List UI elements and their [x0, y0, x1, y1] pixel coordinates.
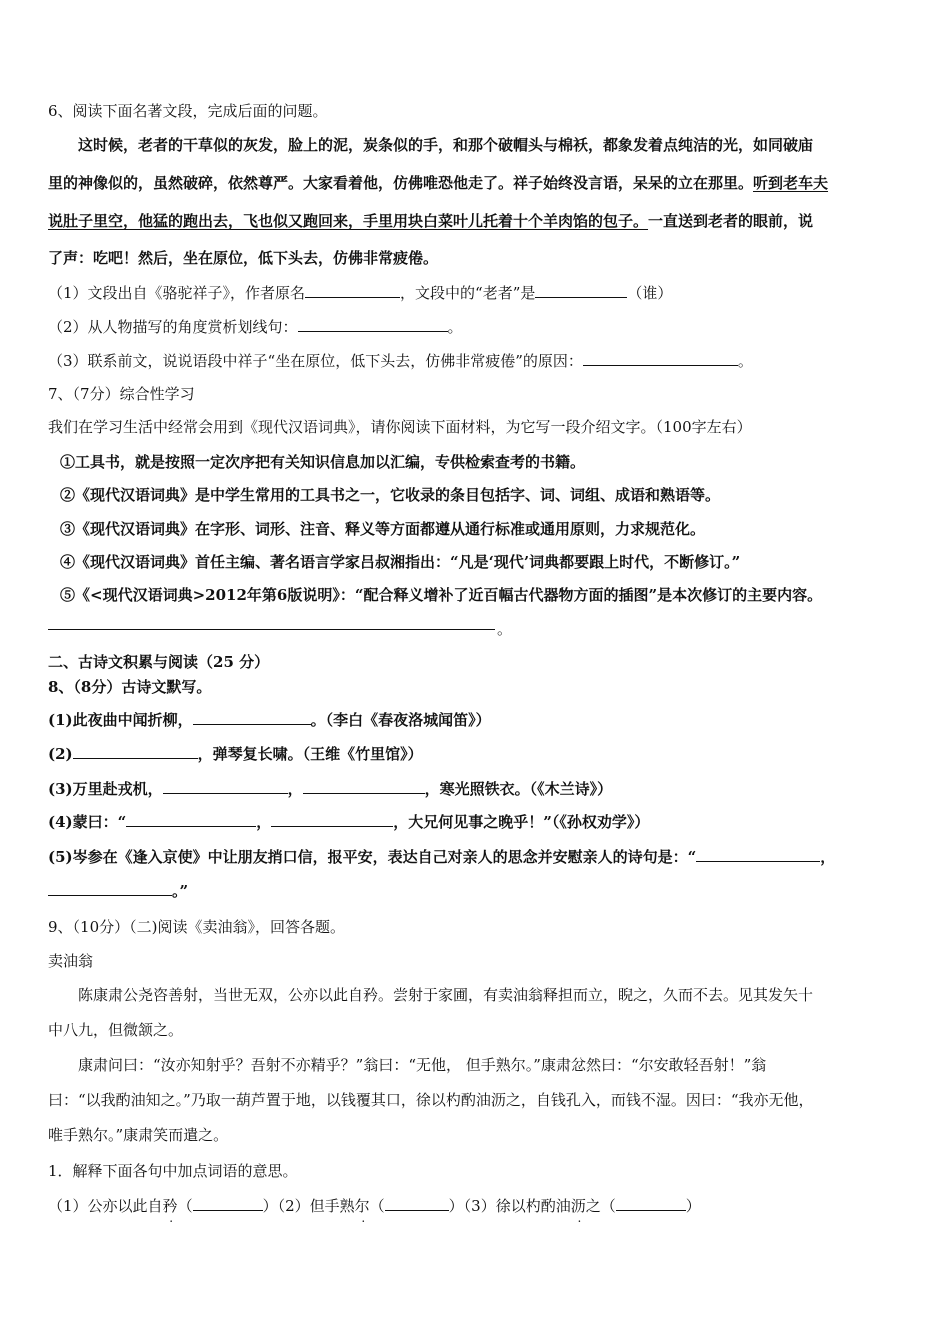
answer-blank[interactable] — [271, 812, 393, 827]
answer-blank[interactable] — [126, 812, 256, 827]
underlined-sentence: 听到老车夫 — [753, 174, 829, 192]
q9-sub-1: 1．解释下面各句中加点词语的意思。 — [48, 1162, 298, 1180]
q6-title: 6、阅读下面名著文段，完成后面的问题。 — [48, 102, 328, 120]
q9-text-heading: 卖油翁 — [48, 952, 94, 970]
dotted-word: 尔 — [354, 1197, 370, 1215]
q7-material-2: ②《现代汉语词典》是中学生常用的工具书之一，它收录的条目包括字、词、词组、成语和熟语等。 — [60, 486, 721, 504]
q9-passage-line-1: 陈康肃公尧咨善射，当世无双，公亦以此自矜。尝射于家圃，有卖油翁释担而立，睨之，久而不去。见其发矢十 — [78, 986, 814, 1004]
q6-sub-3: （3）联系前文，说说语段中祥子“坐在原位，低下头去，仿佛非常疲倦”的原因： 。 — [48, 352, 753, 370]
q8-item-2: (2) ，弹琴复长啸。（王维《竹里馆》） — [48, 745, 423, 763]
q7-material-5: ⑤《<现代汉语词典>2012年第6版说明》：“配合释义增补了近百幅古代器物方面的插图”是本次修订的主要内容。 — [60, 586, 823, 604]
q6-sub-2: （2）从人物描写的角度赏析划线句： 。 — [48, 318, 463, 336]
q9-passage-line-5: 唯手熟尔。”康肃笑而遣之。 — [48, 1126, 229, 1144]
answer-blank[interactable] — [193, 710, 311, 725]
q7-title: 7、（7分）综合性学习 — [48, 385, 195, 403]
answer-blank[interactable] — [583, 351, 738, 366]
q6-passage-line-2: 里的神像似的，虽然破碎，依然尊严。大家看着他，仿佛唯恐他走了。祥子始终没言语，呆呆的立在那里。听到老车夫 — [48, 174, 829, 192]
answer-blank[interactable] — [163, 779, 288, 794]
q7-answer-end: 。 — [497, 620, 513, 638]
q9-title: 9、（10分）（二)阅读《卖油翁》，回答各题。 — [48, 918, 345, 936]
q7-intro: 我们在学习生活中经常会用到《现代汉语词典》，请你阅读下面材料，为它写一段介绍文字。（100字左右） — [48, 418, 752, 436]
q7-material-1: ①工具书，就是按照一定次序把有关知识信息加以汇编，专供检索查考的书籍。 — [60, 453, 586, 471]
q6-sub-1: （1）文段出自《骆驼祥子》，作者原名 ，文段中的“老者”是 （谁） — [48, 284, 673, 302]
q8-item-4: (4)蒙曰：“ ， ，大兄何见事之晚乎！”（《孙权劝学》） — [48, 813, 650, 831]
section-heading: 二、古诗文积累与阅读（25 分） — [48, 653, 270, 671]
answer-blank[interactable] — [535, 283, 627, 298]
answer-blank[interactable] — [696, 847, 820, 862]
q6-passage-line-3: 说肚子里空，他猛的跑出去，飞也似又跑回来，手里用块白菜叶儿托着十个羊肉馅的包子。一直送到老者的眼前，说 — [48, 212, 814, 230]
answer-blank[interactable] — [305, 283, 400, 298]
q9-passage-line-3: 康肃问曰：“汝亦知射乎？吾射不亦精乎？”翁曰：“无他， 但手熟尔。”康肃忿然曰：“尔安敢轻吾射！”翁 — [78, 1056, 767, 1074]
answer-blank[interactable] — [616, 1196, 686, 1211]
q9-passage-line-4: 曰：“以我酌油知之。”乃取一葫芦置于地，以钱覆其口，徐以杓酌油沥之，自钱孔入，而钱不湿。因曰：“我亦无他， — [48, 1091, 814, 1109]
answer-blank[interactable] — [73, 744, 198, 759]
dotted-word: 沥 — [570, 1197, 586, 1215]
q9-passage-line-2: 中八九，但微颔之。 — [48, 1021, 184, 1039]
q8-item-5: (5)岑参在《逢入京使》中让朋友捎口信，报平安，表达自己对亲人的思念并安慰亲人的诗句是：“ ， — [48, 848, 836, 866]
q9-sub-1-items: （1）公亦以此自矜（ ）（2）但手熟尔（ ）（3）徐以杓酌油沥之（ ） — [48, 1197, 701, 1215]
answer-blank[interactable] — [303, 779, 425, 794]
q7-material-3: ③《现代汉语词典》在字形、词形、注音、释义等方面都遵从通行标准或通用原则，力求规范化。 — [60, 520, 706, 538]
q7-answer-line[interactable] — [48, 629, 495, 630]
answer-blank[interactable] — [193, 1196, 263, 1211]
q6-passage-line-4: 了声：吃吧！然后，坐在原位，低下头去，仿佛非常疲倦。 — [48, 249, 439, 267]
answer-blank[interactable] — [298, 317, 448, 332]
q8-item-5-cont: 。” — [48, 880, 910, 902]
q7-material-4: ④《现代汉语词典》首任主编、著名语言学家吕叔湘指出：“凡是‘现代’词典都要跟上时代，不断修订。” — [60, 553, 741, 571]
dotted-word: 矜 — [162, 1197, 178, 1215]
underlined-sentence: 说肚子里空，他猛的跑出去，飞也似又跑回来，手里用块白菜叶儿托着十个羊肉馅的包子。 — [48, 212, 649, 230]
q8-item-1: (1)此夜曲中闻折柳， 。（李白《春夜洛城闻笛》） — [48, 711, 491, 729]
answer-blank[interactable] — [48, 881, 172, 896]
q6-passage-line-1: 这时候，老者的干草似的灰发，脸上的泥，炭条似的手，和那个破帽头与棉袄，都象发着点纯洁的光，如同破庙 — [78, 136, 814, 154]
answer-blank[interactable] — [385, 1196, 449, 1211]
q8-item-3: (3)万里赴戎机， ， ，寒光照铁衣。（《木兰诗》） — [48, 780, 613, 798]
q8-title: 8、（8分）古诗文默写。 — [48, 678, 212, 696]
